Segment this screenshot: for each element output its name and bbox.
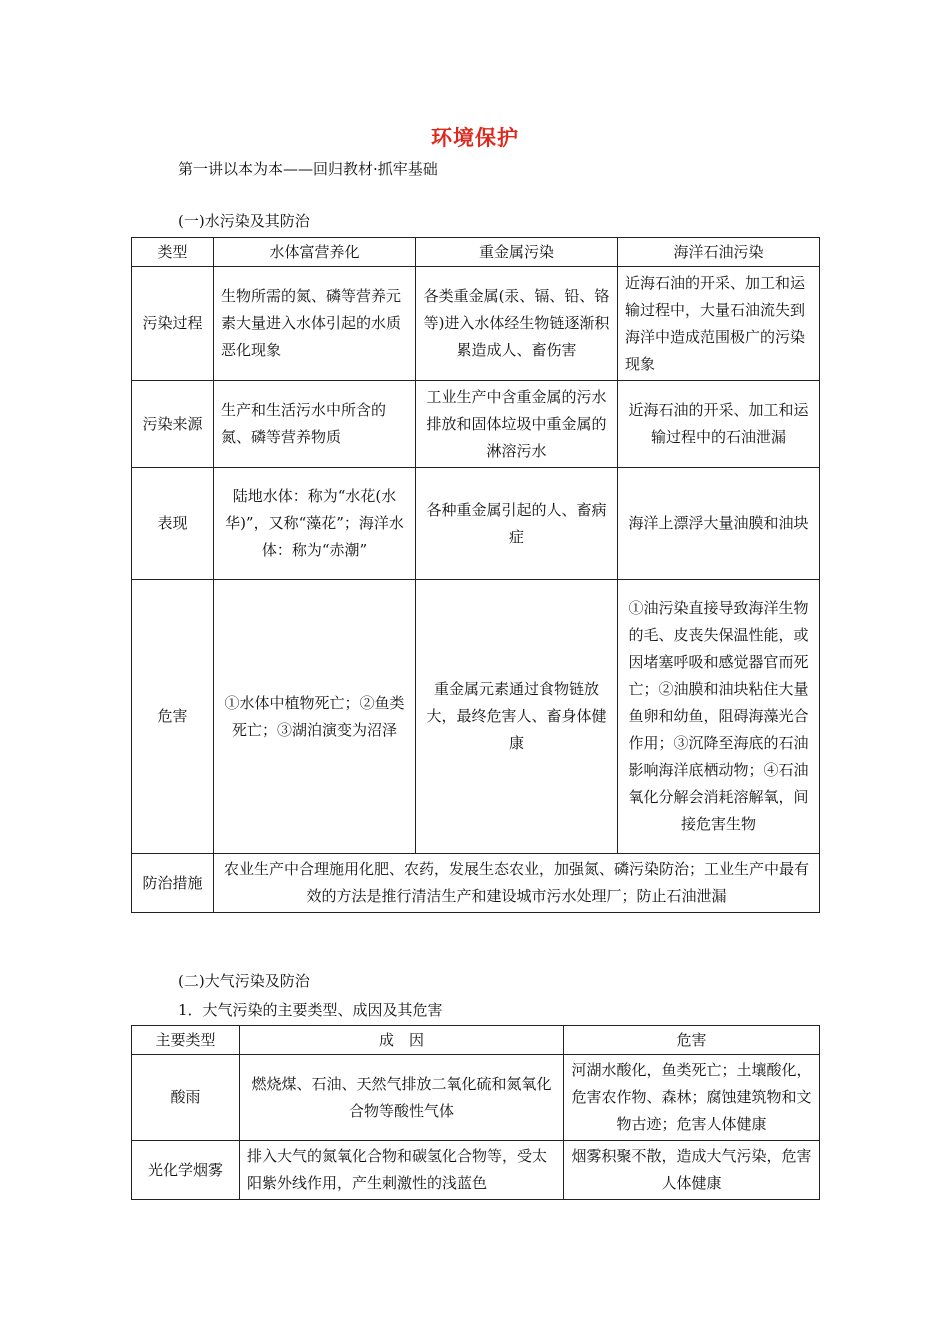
table-row: [132, 580, 820, 854]
table-cell: ①水体中植物死亡；②鱼类死亡；③湖泊演变为沼泽: [214, 580, 416, 854]
table-row: [132, 381, 820, 468]
table-row: [132, 468, 820, 580]
table-cell: 重金属元素通过食物链放大，最终危害人、畜身体健康: [416, 580, 618, 854]
table-cell: 排入大气的氮氧化合物和碳氢化合物等，受太阳紫外线作用，产生刺激性的浅蓝色: [240, 1141, 564, 1200]
table-cell: 海洋上漂浮大量油膜和油块: [618, 468, 820, 580]
table-cell: 各类重金属(汞、镉、铅、铬等)进入水体经生物链逐渐积累造成人、畜伤害: [416, 267, 618, 381]
table-row: [132, 854, 820, 913]
section-heading-water: (一)水污染及其防治: [178, 212, 310, 230]
water-pollution-table: [131, 237, 820, 913]
table-cell: 烟雾积聚不散，造成大气污染，危害人体健康: [564, 1141, 820, 1200]
subsection-heading: 1．大气污染的主要类型、成因及其危害: [178, 1001, 443, 1019]
page-subtitle: 第一讲以本为本——回归教材·抓牢基础: [178, 160, 438, 178]
table-cell: 河湖水酸化，鱼类死亡；土壤酸化，危害农作物、森林；腐蚀建筑物和文物古迹；危害人体健康: [564, 1055, 820, 1141]
table-cell: 燃烧煤、石油、天然气排放二氧化硫和氮氧化合物等酸性气体: [240, 1055, 564, 1141]
table-row: [132, 267, 820, 381]
page-title: 环境保护: [431, 125, 519, 150]
table-cell: 生物所需的氮、磷等营养元素大量进入水体引起的水质恶化现象: [214, 267, 416, 381]
header-type: 类型: [132, 238, 214, 267]
table-cell: 工业生产中含重金属的污水排放和固体垃圾中重金属的淋溶污水: [416, 381, 618, 468]
table-row: [132, 1141, 820, 1200]
header-harm: 危害: [564, 1026, 820, 1055]
row-label-measures: 防治措施: [132, 854, 214, 913]
table-header-row: [132, 1026, 820, 1055]
table-cell: ①油污染直接导致海洋生物的毛、皮丧失保温性能，或因堵塞呼吸和感觉器官而死亡；②油膜和油块粘住大量鱼卵和幼鱼，阻碍海藻光合作用；③沉降至海底的石油影响海洋底栖动物；④石油氧化分解会消耗溶解氧，间接危害生物: [618, 580, 820, 854]
table-cell-measures: 农业生产中合理施用化肥、农药，发展生态农业，加强氮、磷污染防治；工业生产中最有效的方法是推行清洁生产和建设城市污水处理厂；防止石油泄漏: [214, 854, 820, 913]
table-header-row: [132, 238, 820, 267]
row-label-process: 污染过程: [132, 267, 214, 381]
row-label-acid-rain: 酸雨: [132, 1055, 240, 1141]
header-eutrophication: 水体富营养化: [214, 238, 416, 267]
row-label-photochemical-smog: 光化学烟雾: [132, 1141, 240, 1200]
table-row: [132, 1055, 820, 1141]
row-label-harm: 危害: [132, 580, 214, 854]
row-label-manifestation: 表现: [132, 468, 214, 580]
header-main-type: 主要类型: [132, 1026, 240, 1055]
row-label-source: 污染来源: [132, 381, 214, 468]
table-cell: 近海石油的开采、加工和运输过程中，大量石油流失到海洋中造成范围极广的污染现象: [618, 267, 820, 381]
header-cause: 成 因: [240, 1026, 564, 1055]
table-cell: 各种重金属引起的人、畜病症: [416, 468, 618, 580]
header-oil-pollution: 海洋石油污染: [618, 238, 820, 267]
table-cell: 陆地水体：称为“水花(水华)”，又称“藻花”；海洋水体：称为“赤潮”: [214, 468, 416, 580]
section-heading-air: (二)大气污染及防治: [178, 972, 310, 990]
header-heavy-metal: 重金属污染: [416, 238, 618, 267]
table-cell: 生产和生活污水中所含的氮、磷等营养物质: [214, 381, 416, 468]
air-pollution-table: [131, 1025, 820, 1200]
table-cell: 近海石油的开采、加工和运输过程中的石油泄漏: [618, 381, 820, 468]
